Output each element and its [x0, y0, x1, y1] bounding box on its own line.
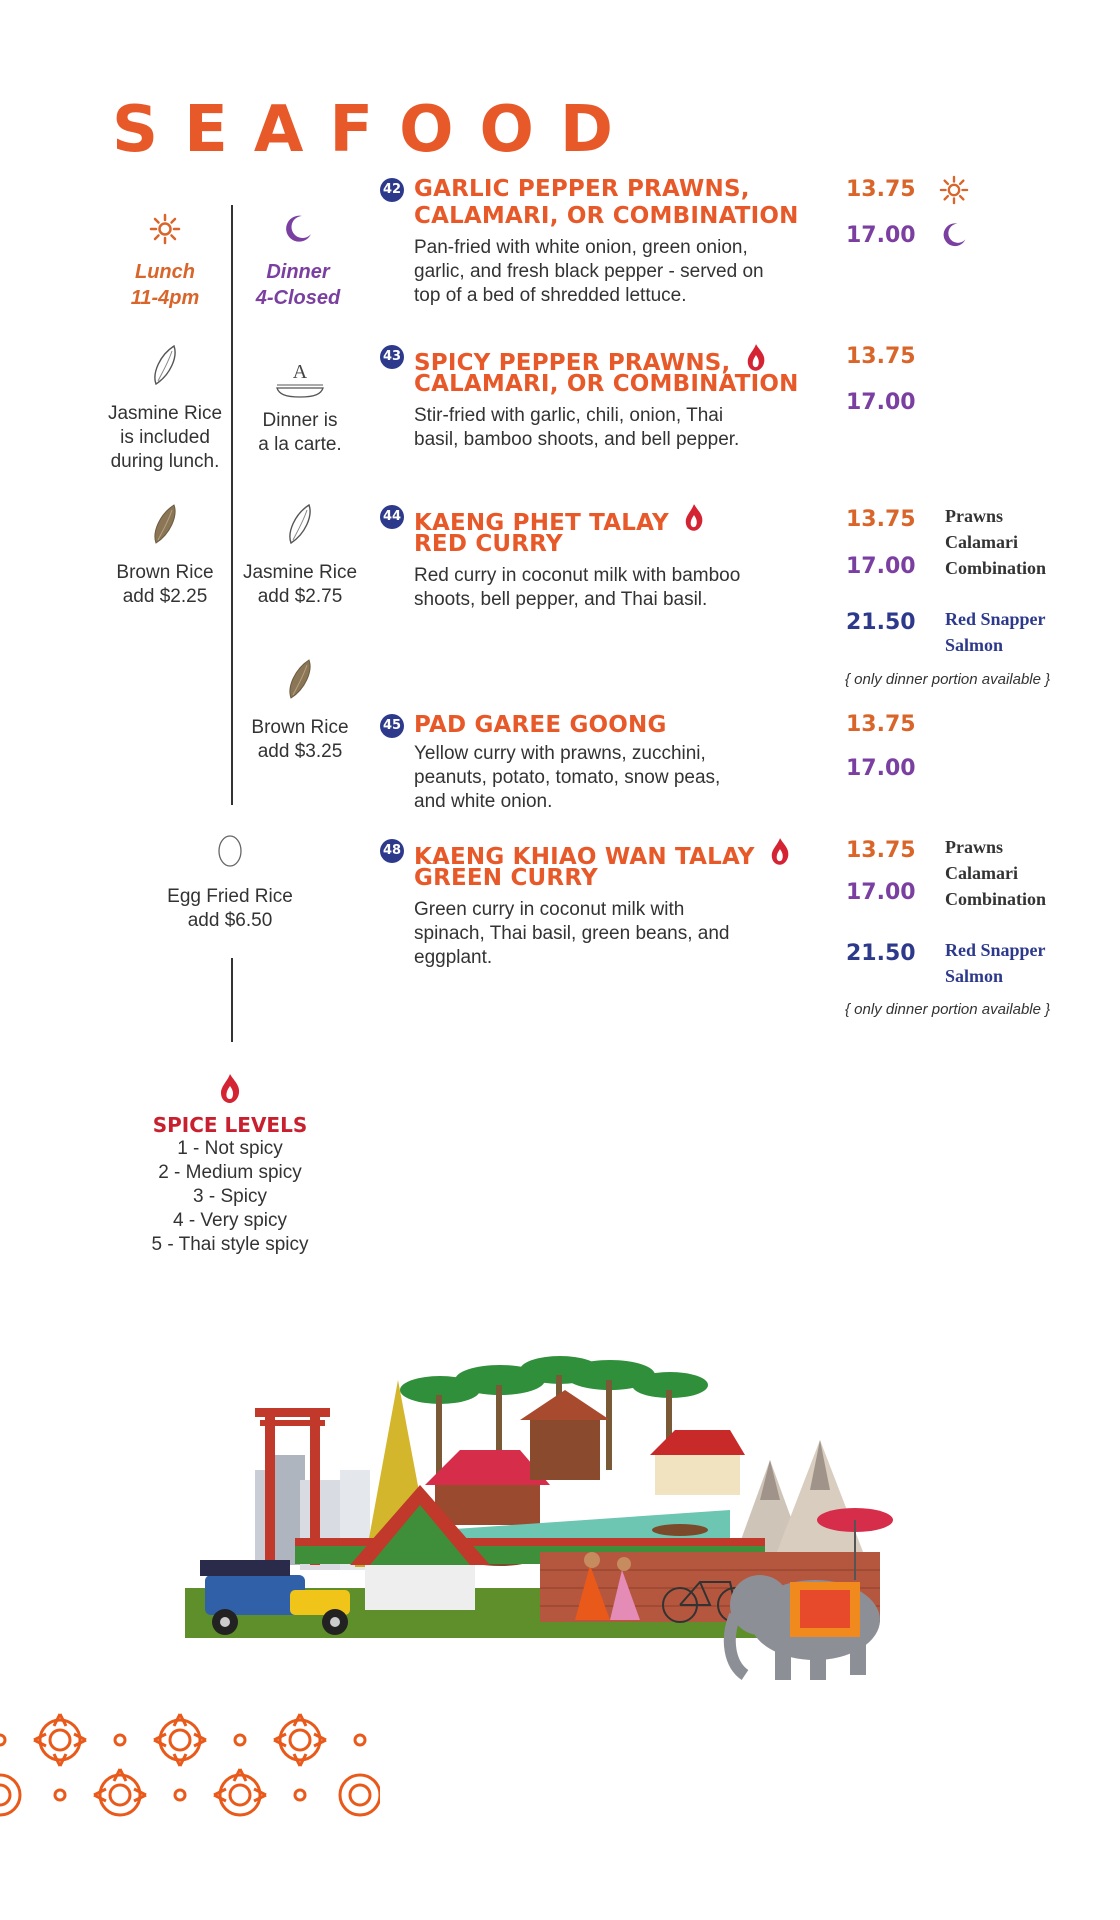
menu-item: [380, 836, 800, 970]
option: Red Snapper: [945, 940, 1046, 960]
item-name: [380, 712, 800, 739]
item-number: 42: [380, 178, 404, 202]
spice-level: 4 - Very spicy: [172, 1210, 288, 1231]
desc-line: shoots, bell pepper, and Thai basil.: [414, 589, 708, 610]
jasmine-included-note: [95, 343, 235, 474]
item-name-text: KAENG PHET TALAY: [414, 510, 669, 536]
spice-level: 1 - Not spicy: [177, 1138, 283, 1159]
dinner-only-note: { only dinner portion available }: [845, 671, 1051, 688]
note-line: during lunch.: [110, 451, 220, 472]
brown-rice-dinner: [235, 657, 365, 764]
desc-line: Pan-fried with white onion, green onion,: [414, 237, 748, 258]
premium-options: [945, 606, 1046, 658]
brown-rice-lunch: [100, 502, 230, 609]
item-number: 43: [380, 345, 404, 369]
item-description: [380, 898, 800, 970]
option: Prawns: [945, 837, 1003, 857]
dinner-only-note: { only dinner portion available }: [845, 1001, 1051, 1018]
item-name-line: RED CURRY: [414, 531, 563, 557]
option: Prawns: [945, 506, 1003, 526]
jasmine-rice-icon: [285, 502, 315, 546]
lunch-price: 13.75: [846, 507, 916, 532]
spice-level: 2 - Medium spicy: [158, 1162, 302, 1183]
option: Combination: [945, 558, 1047, 578]
item-name-text: KAENG KHIAO WAN TALAY: [414, 844, 755, 870]
sun-icon: [939, 175, 969, 205]
dinner-alacarte-note: [235, 360, 365, 457]
desc-line: Red curry in coconut milk with bamboo: [414, 565, 741, 586]
item-description: [380, 404, 800, 452]
spice-levels: [110, 1072, 350, 1257]
chili-icon: [745, 342, 767, 372]
desc-line: garlic, and fresh black pepper - served on: [414, 261, 764, 282]
lunch-price: 13.75: [846, 838, 916, 863]
desc-line: peanuts, potato, tomato, snow peas,: [414, 767, 721, 788]
note-line: add $6.50: [187, 910, 273, 931]
desc-line: eggplant.: [414, 947, 493, 968]
lunch-price: 13.75: [846, 344, 916, 369]
desc-line: basil, bamboo shoots, and bell pepper.: [414, 429, 740, 450]
protein-options: [945, 834, 1046, 912]
note-line: Dinner is: [262, 410, 338, 431]
item-number: 45: [380, 714, 404, 738]
desc-line: Stir-fried with garlic, chili, onion, Thai: [414, 405, 724, 426]
desc-line: Yellow curry with prawns, zucchini,: [414, 743, 706, 764]
note-line: add $2.25: [122, 586, 208, 607]
item-name-line: PAD GAREE GOONG: [414, 712, 667, 738]
item-description: [380, 236, 800, 308]
lunch-label: Lunch: [135, 261, 195, 283]
lunch-legend: [100, 213, 230, 311]
jasmine-rice-icon: [150, 343, 180, 387]
moon-icon: [282, 213, 314, 245]
note-line: a la carte.: [258, 434, 342, 455]
lunch-hours: 11-4pm: [130, 287, 200, 309]
spice-level: 3 - Spicy: [193, 1186, 267, 1207]
option: Salmon: [945, 635, 1004, 655]
brown-rice-icon: [285, 657, 315, 701]
option: Red Snapper: [945, 609, 1046, 629]
chili-icon: [218, 1072, 242, 1104]
note-line: is included: [120, 427, 210, 448]
page-title: SEAFOOD: [112, 93, 639, 167]
spice-level: 5 - Thai style spicy: [151, 1234, 309, 1255]
item-name: [380, 342, 800, 398]
note-line: Jasmine Rice: [242, 562, 358, 583]
protein-options: [945, 503, 1046, 581]
desc-line: and white onion.: [414, 791, 553, 812]
premium-price: 21.50: [846, 941, 916, 966]
desc-line: Green curry in coconut milk with: [414, 899, 685, 920]
item-name: [380, 502, 800, 558]
thai-scene-illustration: [170, 1320, 960, 1710]
menu-item: [380, 502, 800, 612]
option: Salmon: [945, 966, 1004, 986]
item-name-line: CALAMARI, OR COMBINATION: [414, 203, 799, 229]
dinner-price: 17.00: [846, 223, 916, 248]
item-name-line: GARLIC PEPPER PRAWNS,: [414, 176, 750, 202]
note-line: Brown Rice: [116, 562, 214, 583]
moon-icon: [940, 221, 968, 249]
floral-pattern: [0, 1710, 380, 1825]
chili-icon: [683, 502, 705, 532]
column-divider: [231, 958, 233, 1042]
chili-icon: [769, 836, 791, 866]
lunch-price: 13.75: [846, 712, 916, 737]
brown-rice-icon: [150, 502, 180, 546]
item-number: 44: [380, 505, 404, 529]
option: Calamari: [945, 532, 1018, 552]
note-line: Brown Rice: [251, 717, 349, 738]
dinner-legend: [232, 213, 364, 311]
item-name: [380, 176, 800, 230]
note-line: add $3.25: [257, 741, 343, 762]
egg-icon: [216, 832, 244, 868]
premium-price: 21.50: [846, 610, 916, 635]
note-line: Egg Fried Rice: [167, 886, 293, 907]
menu-item: [380, 176, 800, 308]
jasmine-rice-dinner: [235, 502, 365, 609]
premium-options: [945, 937, 1046, 989]
dinner-label: Dinner: [266, 261, 330, 283]
option: Calamari: [945, 863, 1018, 883]
dinner-price: 17.00: [846, 756, 916, 781]
item-name-line: CALAMARI, OR COMBINATION: [414, 371, 799, 397]
dinner-price: 17.00: [846, 554, 916, 579]
sun-icon: [149, 213, 181, 245]
plate-letter: A: [292, 361, 308, 383]
dinner-price: 17.00: [846, 390, 916, 415]
menu-item: [380, 712, 800, 814]
desc-line: top of a bed of shredded lettuce.: [414, 285, 687, 306]
dinner-price: 17.00: [846, 880, 916, 905]
item-name: [380, 836, 800, 892]
item-name-line: GREEN CURRY: [414, 865, 598, 891]
dinner-hours: 4-Closed: [255, 287, 341, 309]
egg-fried-rice: [150, 832, 310, 933]
item-number: 48: [380, 839, 404, 863]
lunch-price: 13.75: [846, 177, 916, 202]
option: Combination: [945, 889, 1047, 909]
item-description: [380, 564, 800, 612]
desc-line: spinach, Thai basil, green beans, and: [414, 923, 730, 944]
plate-icon: [273, 360, 327, 402]
menu-item: [380, 342, 800, 452]
item-name-text: SPICY PEPPER PRAWNS,: [414, 350, 731, 376]
spice-levels-title: SPICE LEVELS: [152, 1113, 308, 1137]
item-description: [380, 742, 800, 814]
note-line: Jasmine Rice: [107, 403, 223, 424]
note-line: add $2.75: [257, 586, 343, 607]
